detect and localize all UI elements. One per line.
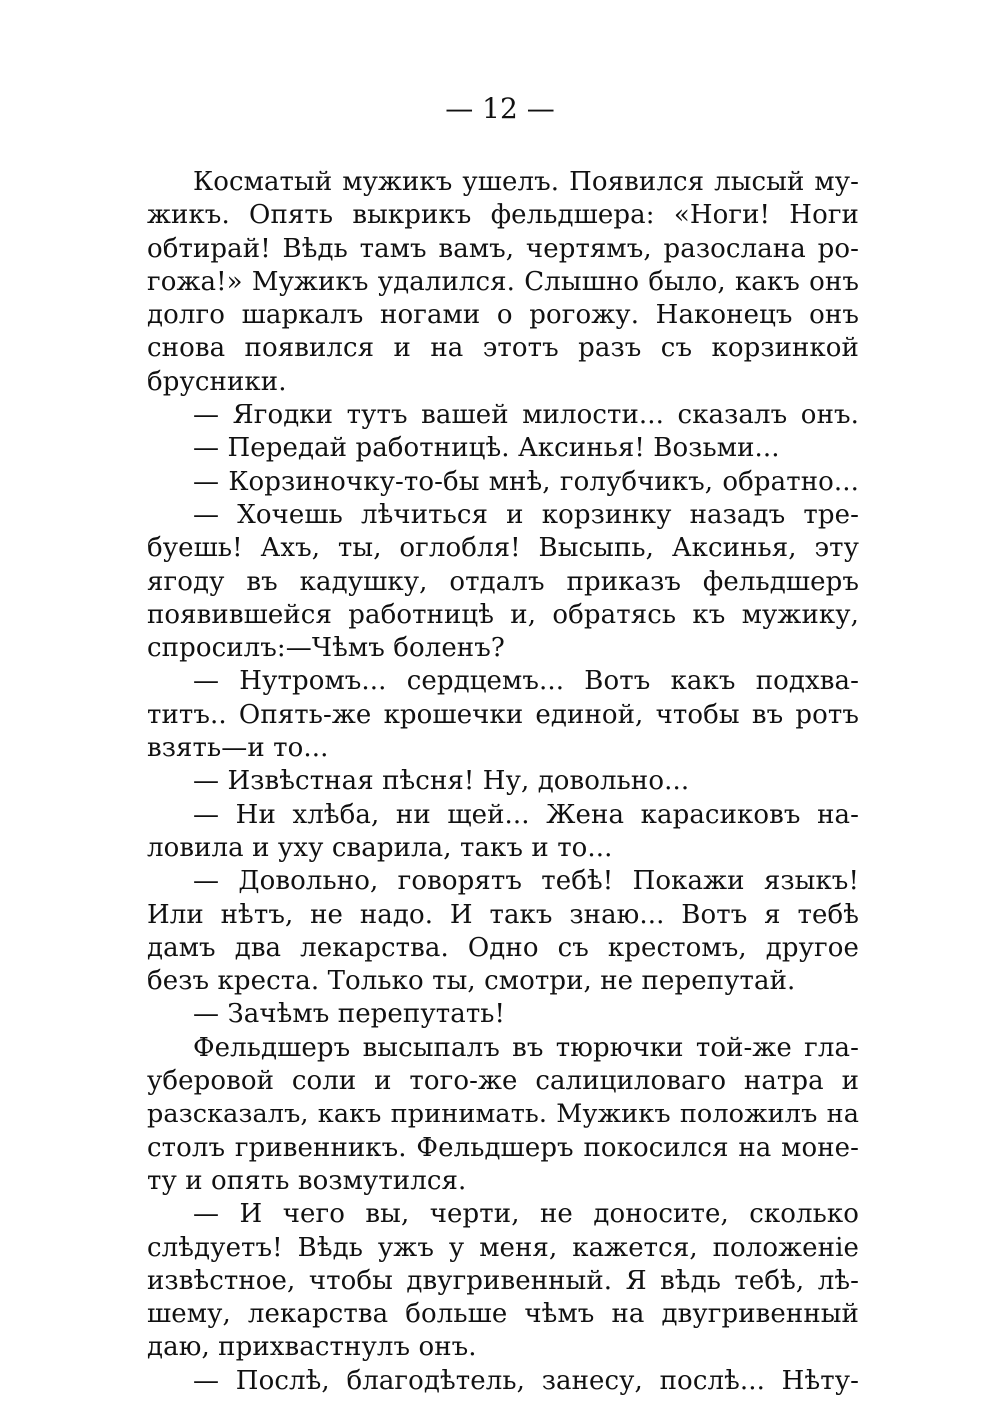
- text-line: ловила и уху сварила, такъ и то...: [147, 832, 613, 863]
- text-line: извѣстное, чтобы двугривенный. Я вѣдь тебѣ, лѣ-: [147, 1265, 859, 1296]
- text-line: — Довольно, говорятъ тебѣ! Покажи языкъ!: [193, 866, 859, 897]
- text-line: буешь! Ахъ, ты, оглобля! Высыпь, Аксинья, эту: [147, 533, 859, 564]
- text-line: дамъ два лекарства. Одно съ крестомъ, другое: [147, 932, 859, 963]
- text-line: даю, прихвастнулъ онъ.: [147, 1332, 477, 1363]
- text-line: брусники.: [147, 366, 287, 397]
- text-line: взять—и то...: [147, 733, 329, 764]
- text-line: уберовой соли и того-же салициловаго натра и: [147, 1066, 859, 1097]
- text-line: обтирай! Вѣдь тамъ вамъ, чертямъ, разослана ро-: [147, 233, 859, 264]
- page-number: — 12 —: [445, 92, 555, 125]
- text-line: — Послѣ, благодѣтель, занесу, послѣ... Нѣту-: [193, 1365, 859, 1396]
- text-line: — Нутромъ... сердцемъ... Вотъ какъ подхва-: [193, 666, 859, 697]
- text-line: разсказалъ, какъ принимать. Мужикъ положилъ на: [147, 1099, 859, 1130]
- text-line: Фельдшеръ высыпалъ въ тюрючки той-же гла-: [193, 1032, 859, 1063]
- text-line: — Передай работницѣ. Аксинья! Возьми...: [193, 433, 780, 464]
- text-line: долго шаркалъ ногами о рогожу. Наконецъ онъ: [147, 300, 859, 331]
- text-line: ягоду въ кадушку, отдалъ приказъ фельдшеръ: [147, 566, 859, 597]
- text-line: столъ гривенникъ. Фельдшеръ покосился на моне-: [147, 1132, 859, 1163]
- text-line: — Хочешь лѣчиться и корзинку назадъ тре-: [193, 499, 859, 530]
- text-line: безъ креста. Только ты, смотри, не перепутай.: [147, 966, 796, 997]
- text-line: спросилъ:—Чѣмъ боленъ?: [147, 633, 505, 664]
- text-line: — Ни хлѣба, ни щей... Жена карасиковъ на-: [193, 799, 859, 830]
- text-line: жикъ. Опять выкрикъ фельдшера: «Ноги! Ноги: [147, 200, 859, 231]
- text-line: снова появился и на этотъ разъ съ корзинкой: [147, 333, 859, 364]
- text-line: ту и опять возмутился.: [147, 1165, 467, 1196]
- text-line: — Ягодки тутъ вашей милости... сказалъ онъ.: [193, 400, 859, 431]
- page-text: [147, 166, 859, 1398]
- text-line: шему, лекарства больше чѣмъ на двугривенный: [147, 1299, 859, 1330]
- text-line: Или нѣтъ, не надо. И такъ знаю... Вотъ я тебѣ: [147, 899, 859, 930]
- text-line: Косматый мужикъ ушелъ. Появился лысый му-: [193, 167, 859, 197]
- text-line: появившейся работницѣ и, обратясь къ мужику,: [147, 599, 859, 630]
- text-line: гожа!» Мужикъ удалился. Слышно было, какъ онъ: [147, 266, 859, 297]
- text-line: — И чего вы, черти, не доносите, сколько: [193, 1199, 859, 1230]
- text-line: — Корзиночку-то-бы мнѣ, голубчикъ, обратно...: [193, 466, 859, 497]
- text-line: слѣдуетъ! Вѣдь ужъ у меня, кажется, положеніе: [147, 1232, 859, 1263]
- text-line: — Извѣстная пѣсня! Ну, довольно...: [193, 766, 690, 797]
- text-line: титъ.. Опять-же крошечки единой, чтобы въ ротъ: [147, 699, 859, 730]
- text-line: — Зачѣмъ перепутать!: [193, 999, 506, 1030]
